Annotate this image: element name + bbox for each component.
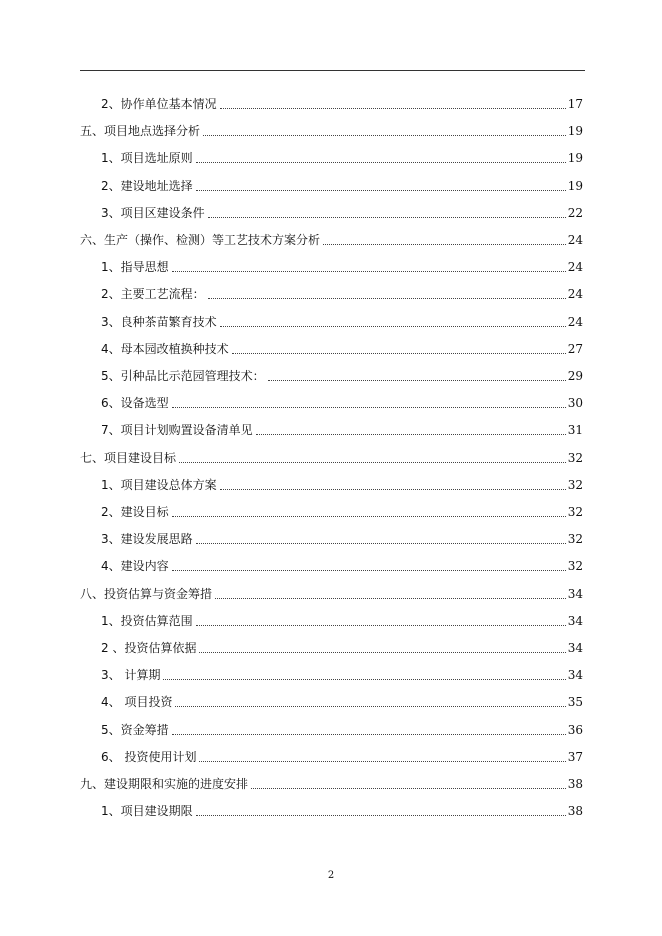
toc-entry[interactable] [101,394,583,410]
toc-entry[interactable] [101,149,583,165]
toc-entry-page: 34 [567,668,583,682]
toc-dot-leader [172,733,566,735]
toc-entry[interactable] [101,666,583,682]
toc-entry-title: 九、建设期限和实施的进度安排 [80,777,249,791]
toc-entry-title: 1、项目建设期限 [101,804,193,818]
toc-dot-leader [220,325,566,327]
toc-entry[interactable] [101,421,583,437]
toc-dot-leader [196,624,566,626]
toc-dot-leader [215,597,566,599]
toc-dot-leader [196,189,566,191]
toc-dot-leader [172,270,566,272]
toc-dot-leader [196,161,566,163]
toc-entry-page: 19 [567,151,583,165]
toc-entry-page: 37 [567,750,583,764]
toc-entry-page: 24 [567,233,583,247]
toc-dot-leader [220,107,566,109]
toc-entry-page: 19 [567,179,583,193]
toc-entry-title: 4、建设内容 [101,559,169,573]
toc-dot-leader [232,352,566,354]
toc-dot-leader [268,379,566,381]
toc-entry-title: 3、建设发展思路 [101,532,193,546]
toc-entry[interactable] [80,775,583,791]
toc-entry-title: 5、引种品比示范园管理技术： [101,369,265,383]
toc-entry[interactable] [101,476,583,492]
toc-dot-leader [199,651,565,653]
toc-entry-page: 35 [567,695,583,709]
toc-dot-leader [175,705,565,707]
toc-entry-page: 38 [567,777,583,791]
toc-entry[interactable] [80,231,583,247]
toc-entry-title: 6、设备选型 [101,396,169,410]
toc-dot-leader [323,243,566,245]
toc-entry-page: 31 [567,423,583,437]
toc-entry-title: 2 、投资估算依据 [101,641,197,655]
toc-entry-page: 32 [567,505,583,519]
header-rule [80,70,585,71]
toc-entry-title: 3、 计算期 [101,668,161,682]
toc-entry-title: 2、建设目标 [101,505,169,519]
toc-entry-title: 2、建设地址选择 [101,179,193,193]
toc-entry-title: 5、资金筹措 [101,723,169,737]
toc-entry-page: 32 [567,478,583,492]
toc-entry-page: 38 [567,804,583,818]
toc-entry[interactable] [80,449,583,465]
toc-dot-leader [163,678,565,680]
toc-entry-page: 17 [567,97,583,111]
toc-entry[interactable] [101,285,583,301]
toc-dot-leader [172,569,566,571]
toc-entry-page: 34 [567,641,583,655]
toc-entry[interactable] [101,748,583,764]
toc-dot-leader [179,461,566,463]
toc-entry-title: 7、项目计划购置设备清单见 [101,423,253,437]
toc-dot-leader [208,297,566,299]
toc-entry[interactable] [101,612,583,628]
toc-entry-page: 30 [567,396,583,410]
toc-entry[interactable] [101,557,583,573]
toc-entry-title: 1、指导思想 [101,260,169,274]
toc-entry-title: 五、项目地点选择分析 [80,124,201,138]
toc-entry-page: 24 [567,315,583,329]
toc-entry-title: 2、协作单位基本情况 [101,97,217,111]
toc-dot-leader [196,542,566,544]
toc-entry-page: 19 [567,124,583,138]
toc-entry-title: 1、项目选址原则 [101,151,193,165]
toc-dot-leader [172,406,566,408]
toc-entry[interactable] [80,585,583,601]
toc-dot-leader [199,760,565,762]
toc-entry-page: 24 [567,260,583,274]
toc-entry-title: 八、投资估算与资金筹措 [80,587,213,601]
toc-dot-leader [203,134,566,136]
toc-entry-page: 32 [567,559,583,573]
toc-entry[interactable] [101,639,583,655]
toc-dot-leader [220,488,566,490]
toc-dot-leader [208,216,566,218]
toc-entry-title: 2、主要工艺流程： [101,287,205,301]
toc-entry[interactable] [101,693,583,709]
toc-entry-page: 34 [567,614,583,628]
toc-entry[interactable] [101,367,583,383]
toc-dot-leader [256,433,566,435]
toc-entry[interactable] [101,204,583,220]
toc-entry-page: 22 [567,206,583,220]
toc-entry-page: 29 [567,369,583,383]
toc-entry-page: 32 [567,532,583,546]
toc-entry[interactable] [101,258,583,274]
toc-entry[interactable] [101,503,583,519]
toc-entry[interactable] [101,177,583,193]
page-number: 2 [327,870,335,881]
toc-entry-page: 27 [567,342,583,356]
toc-entry-title: 3、良种茶苗繁育技术 [101,315,217,329]
toc-entry-page: 32 [567,451,583,465]
toc-entry-title: 六、生产（操作、检测）等工艺技术方案分析 [80,233,321,247]
toc-entry[interactable] [101,313,583,329]
toc-dot-leader [251,787,566,789]
toc-dot-leader [196,814,566,816]
toc-entry[interactable] [101,721,583,737]
toc-entry-title: 1、投资估算范围 [101,614,193,628]
toc-entry[interactable] [80,122,583,138]
toc-entry-title: 4、母本园改植换种技术 [101,342,229,356]
toc-entry-page: 34 [567,587,583,601]
toc-entry-title: 4、 项目投资 [101,695,173,709]
toc-entry-title: 3、项目区建设条件 [101,206,205,220]
toc-entry-page: 36 [567,723,583,737]
toc-dot-leader [172,515,566,517]
toc-entry-page: 24 [567,287,583,301]
toc-entry[interactable] [101,340,583,356]
toc-entry-title: 1、项目建设总体方案 [101,478,217,492]
toc-entry[interactable] [101,95,583,111]
toc-entry[interactable] [101,802,583,818]
toc-entry-title: 七、项目建设目标 [80,451,177,465]
toc-entry[interactable] [101,530,583,546]
toc-entry-title: 6、 投资使用计划 [101,750,197,764]
